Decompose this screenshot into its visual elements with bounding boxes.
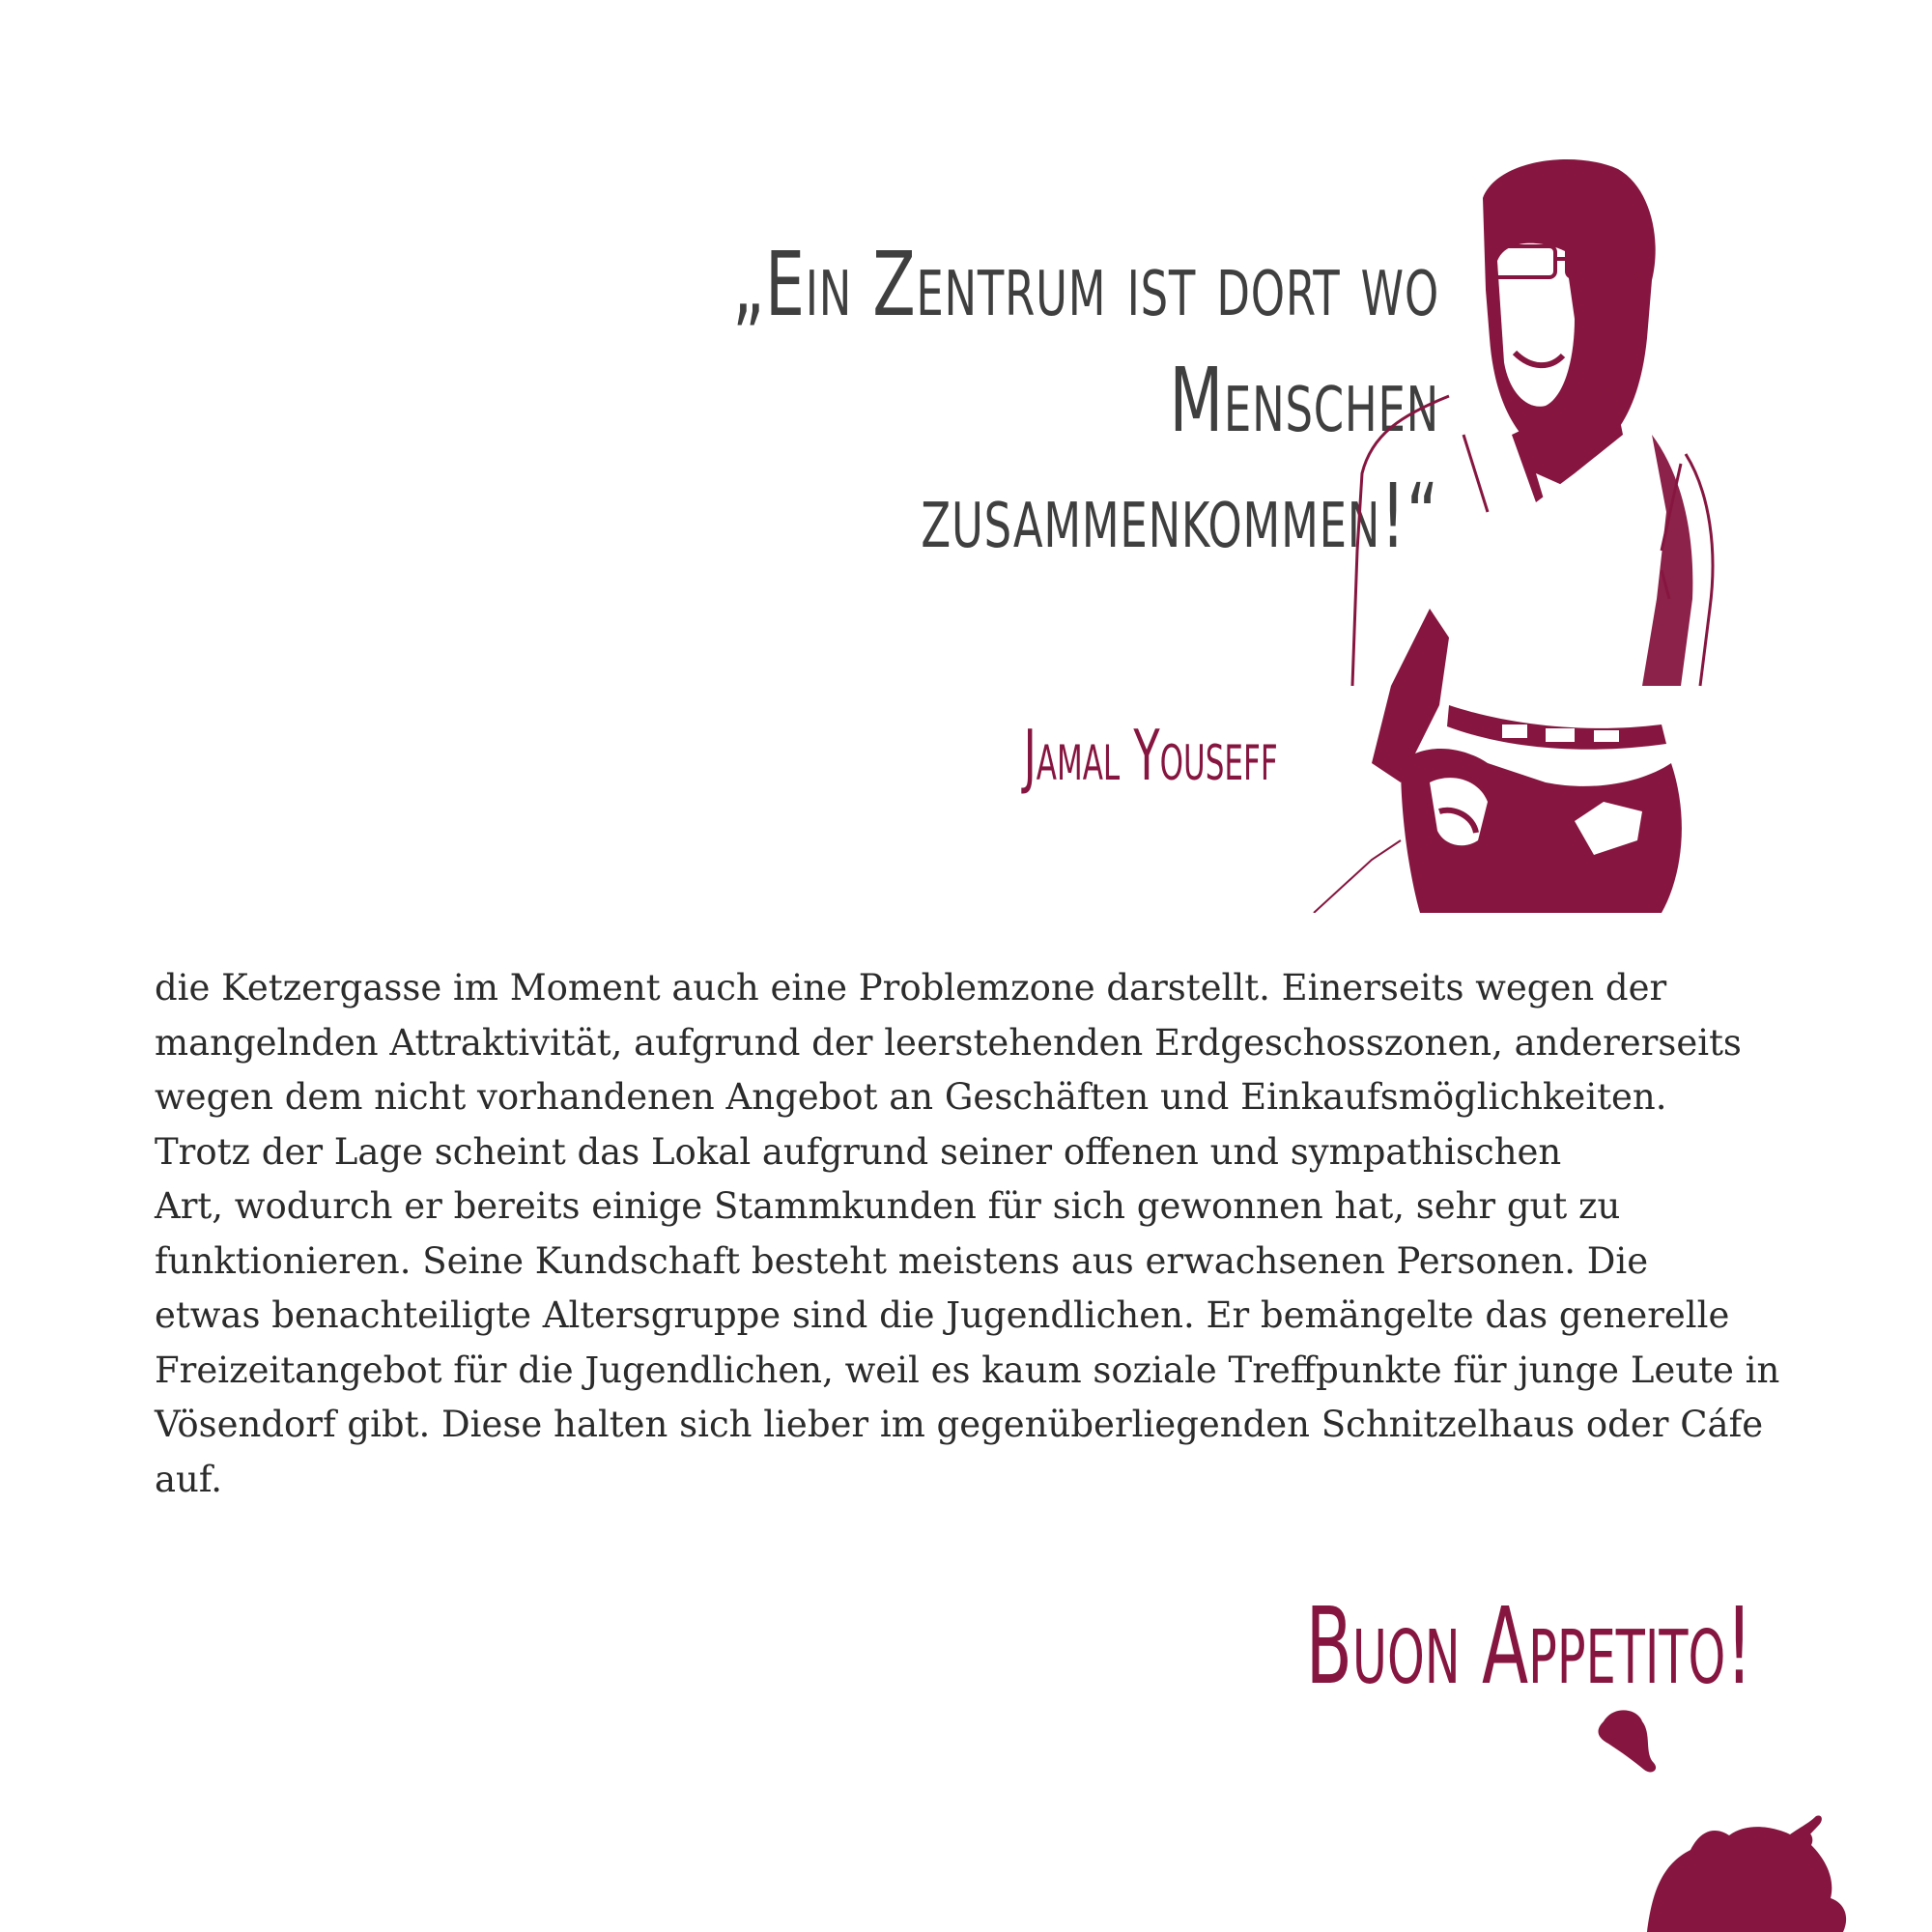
body-line: etwas benachteiligte Altersgruppe sind die Jugendlichen. Er bemängelte das generelle xyxy=(155,1294,1730,1336)
quote-line-1: „Ein Zentrum ist dort wo Menschen xyxy=(731,233,1439,452)
wine-splash-decoration xyxy=(1584,1700,1932,1932)
body-line: Trotz der Lage scheint das Lokal aufgrund seiner offenen und sympathischen xyxy=(155,1130,1562,1173)
body-line: auf. xyxy=(155,1458,223,1500)
quote-author: Jamal Youseff xyxy=(1023,715,1278,796)
body-paragraph xyxy=(155,961,1787,1507)
signoff-text: Buon Appetito! xyxy=(1305,1584,1753,1708)
portrait-illustration xyxy=(1256,145,1797,913)
body-line: wegen dem nicht vorhandenen Angebot an Geschäften und Einkaufsmöglichkeiten. xyxy=(155,1076,1667,1118)
body-line: Freizeitangebot für die Jugendlichen, weil es kaum soziale Treffpunkte für junge Leute in xyxy=(155,1349,1780,1391)
body-line: funktionieren. Seine Kundschaft besteht meistens aus erwachsenen Personen. Die xyxy=(155,1239,1649,1282)
quote-line-2: zusammenkommen!“ xyxy=(921,465,1439,568)
body-line: Art, wodurch er bereits einige Stammkunden für sich gewonnen hat, sehr gut zu xyxy=(155,1185,1621,1227)
body-line: die Ketzergasse im Moment auch eine Problemzone darstellt. Einerseits wegen der xyxy=(155,967,1667,1009)
body-line: mangelnden Attraktivität, aufgrund der leerstehenden Erdgeschosszonen, andererseits xyxy=(155,1021,1742,1064)
body-line: Vösendorf gibt. Diese halten sich lieber im gegenüberliegenden Schnitzelhaus oder Cáfe xyxy=(155,1404,1764,1445)
